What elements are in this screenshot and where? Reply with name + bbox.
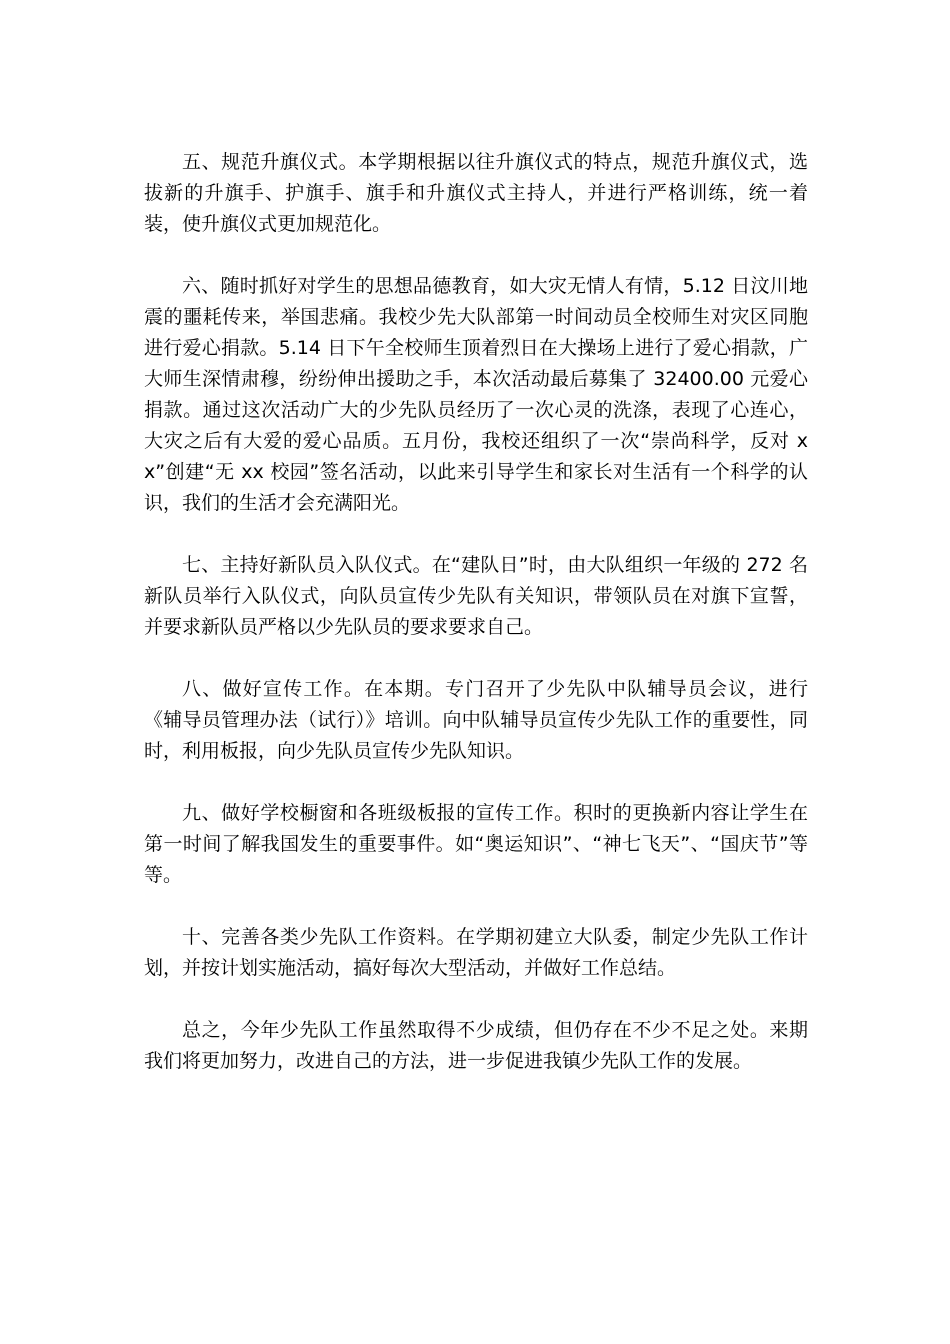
paragraph-7-induction-ceremony: 七、主持好新队员入队仪式。在“建队日”时，由大队组织一年级的 272 名新队员举行入队仪式，向队员宣传少先队有关知识，带领队员在对旗下宣誓，并要求新队员严格以少先队员的要求要求自己。 <box>144 554 808 638</box>
document-body <box>144 147 808 1077</box>
paragraph-9-showcase-blackboard: 九、做好学校橱窗和各班级板报的宣传工作。积时的更换新内容让学生在第一时间了解我国发生的重要事件。如“奥运知识”、“神七飞天”、“国庆节”等等。 <box>144 802 808 886</box>
paragraph-10-work-materials: 十、完善各类少先队工作资料。在学期初建立大队委，制定少先队工作计划，并按计划实施活动，搞好每次大型活动，并做好工作总结。 <box>144 926 808 979</box>
paragraph-6-moral-education: 六、随时抓好对学生的思想品德教育，如大灾无情人有情，5.12 日汶川地震的噩耗传来，举国悲痛。我校少先大队部第一时间动员全校师生对灾区同胞进行爱心捐款。5.14 日下午全校师生顶着烈日在大操场上进行了爱心捐款，广大师生深情肃穆，纷纷伸出援助之手，本次活动最后募集了 32400.00 元爱心捐款。通过这次活动广大的少先队员经历了一次心灵的洗涤，表现了心连心，大灾之后有大爱的爱心品质。五月份，我校还组织了一次“崇尚科学，反对 xx”创建“无 xx 校园”签名活动，以此来引导学生和家长对生活有一个科学的认识，我们的生活才会充满阳光。 <box>144 275 808 514</box>
paragraph-8-publicity-work: 八、做好宣传工作。在本期。专门召开了少先队中队辅导员会议，进行《辅导员管理办法（试行）》培训。向中队辅导员宣传少先队工作的重要性，同时，利用板报，向少先队员宣传少先队知识。 <box>144 678 808 762</box>
paragraph-5-flag-ceremony: 五、规范升旗仪式。本学期根据以往升旗仪式的特点，规范升旗仪式，选拔新的升旗手、护旗手、旗手和升旗仪式主持人，并进行严格训练，统一着装，使升旗仪式更加规范化。 <box>144 151 808 235</box>
paragraph-summary: 总之，今年少先队工作虽然取得不少成绩，但仍存在不少不足之处。来期我们将更加努力，改进自己的方法，进一步促进我镇少先队工作的发展。 <box>144 1019 808 1072</box>
